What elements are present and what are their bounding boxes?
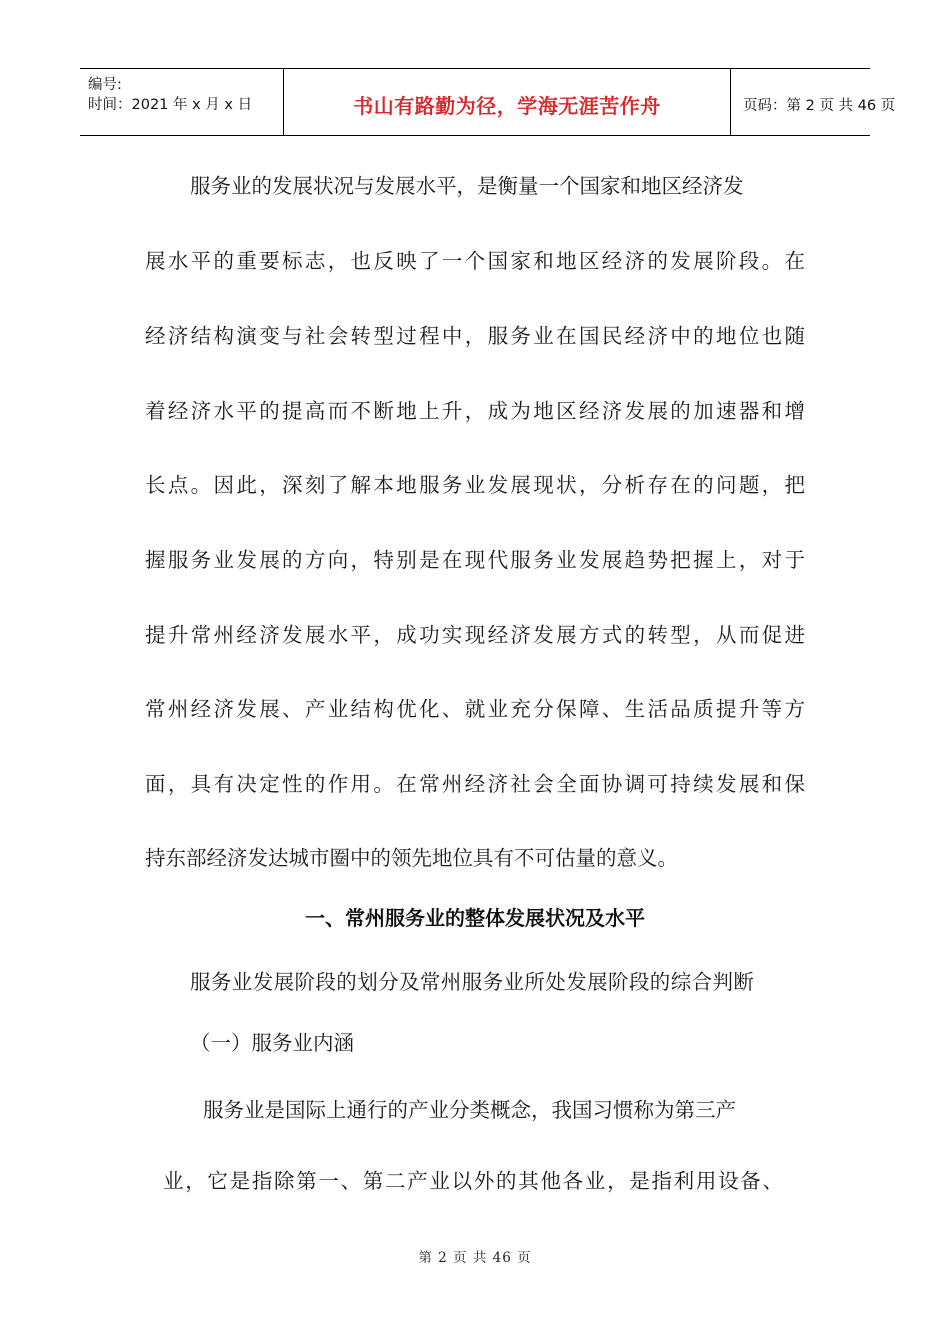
body-line: 服务业是国际上通行的产业分类概念，我国习惯称为第三产 [203,1098,736,1122]
body-line: 展水平的重要标志，也反映了一个国家和地区经济的发展阶段。在 [145,249,805,273]
body-line: 着经济水平的提高而不断地上升，成为地区经济发展的加速器和增 [145,399,805,423]
section-subtitle: 服务业发展阶段的划分及常州服务业所处发展阶段的综合判断 [190,970,755,994]
document-number-label: 编号: [88,77,122,93]
body-line: 经济结构演变与社会转型过程中，服务业在国民经济中的地位也随 [145,324,805,348]
header-page-number: 页码：第 2 页 共 46 页 [743,98,896,114]
page-footer: 第 2 页 共 46 页 [418,1250,532,1266]
header-meta-cell [80,69,283,135]
body-line: 持东部经济发达城市圈中的领先地位具有不可估量的意义。 [145,846,678,870]
body-line: 握服务业发展的方向，特别是在现代服务业发展趋势把握上，对于 [145,548,805,572]
section-heading: 一、常州服务业的整体发展状况及水平 [305,906,645,930]
body-line: 业，它是指除第一、第二产业以外的其他各业，是指利用设备、 [163,1169,783,1193]
body-line: 长点。因此，深刻了解本地服务业发展现状，分析存在的问题，把 [145,473,805,497]
document-header [80,68,896,136]
body-line: 面，具有决定性的作用。在常州经济社会全面协调可持续发展和保 [145,772,805,796]
header-motto-cell [283,69,731,135]
header-page-cell [731,69,896,135]
body-line: 服务业的发展状况与发展水平，是衡量一个国家和地区经济发 [190,174,744,198]
header-motto: 书山有路勤为径，学海无涯苦作舟 [353,94,661,118]
subsection-heading: （一）服务业内涵 [190,1031,354,1055]
body-line: 提升常州经济发展水平，成功实现经济发展方式的转型，从而促进 [145,623,805,647]
body-line: 常州经济发展、产业结构优化、就业充分保障、生活品质提升等方 [145,697,805,721]
document-date: 时间：2021 年 x 月 x 日 [88,97,253,113]
